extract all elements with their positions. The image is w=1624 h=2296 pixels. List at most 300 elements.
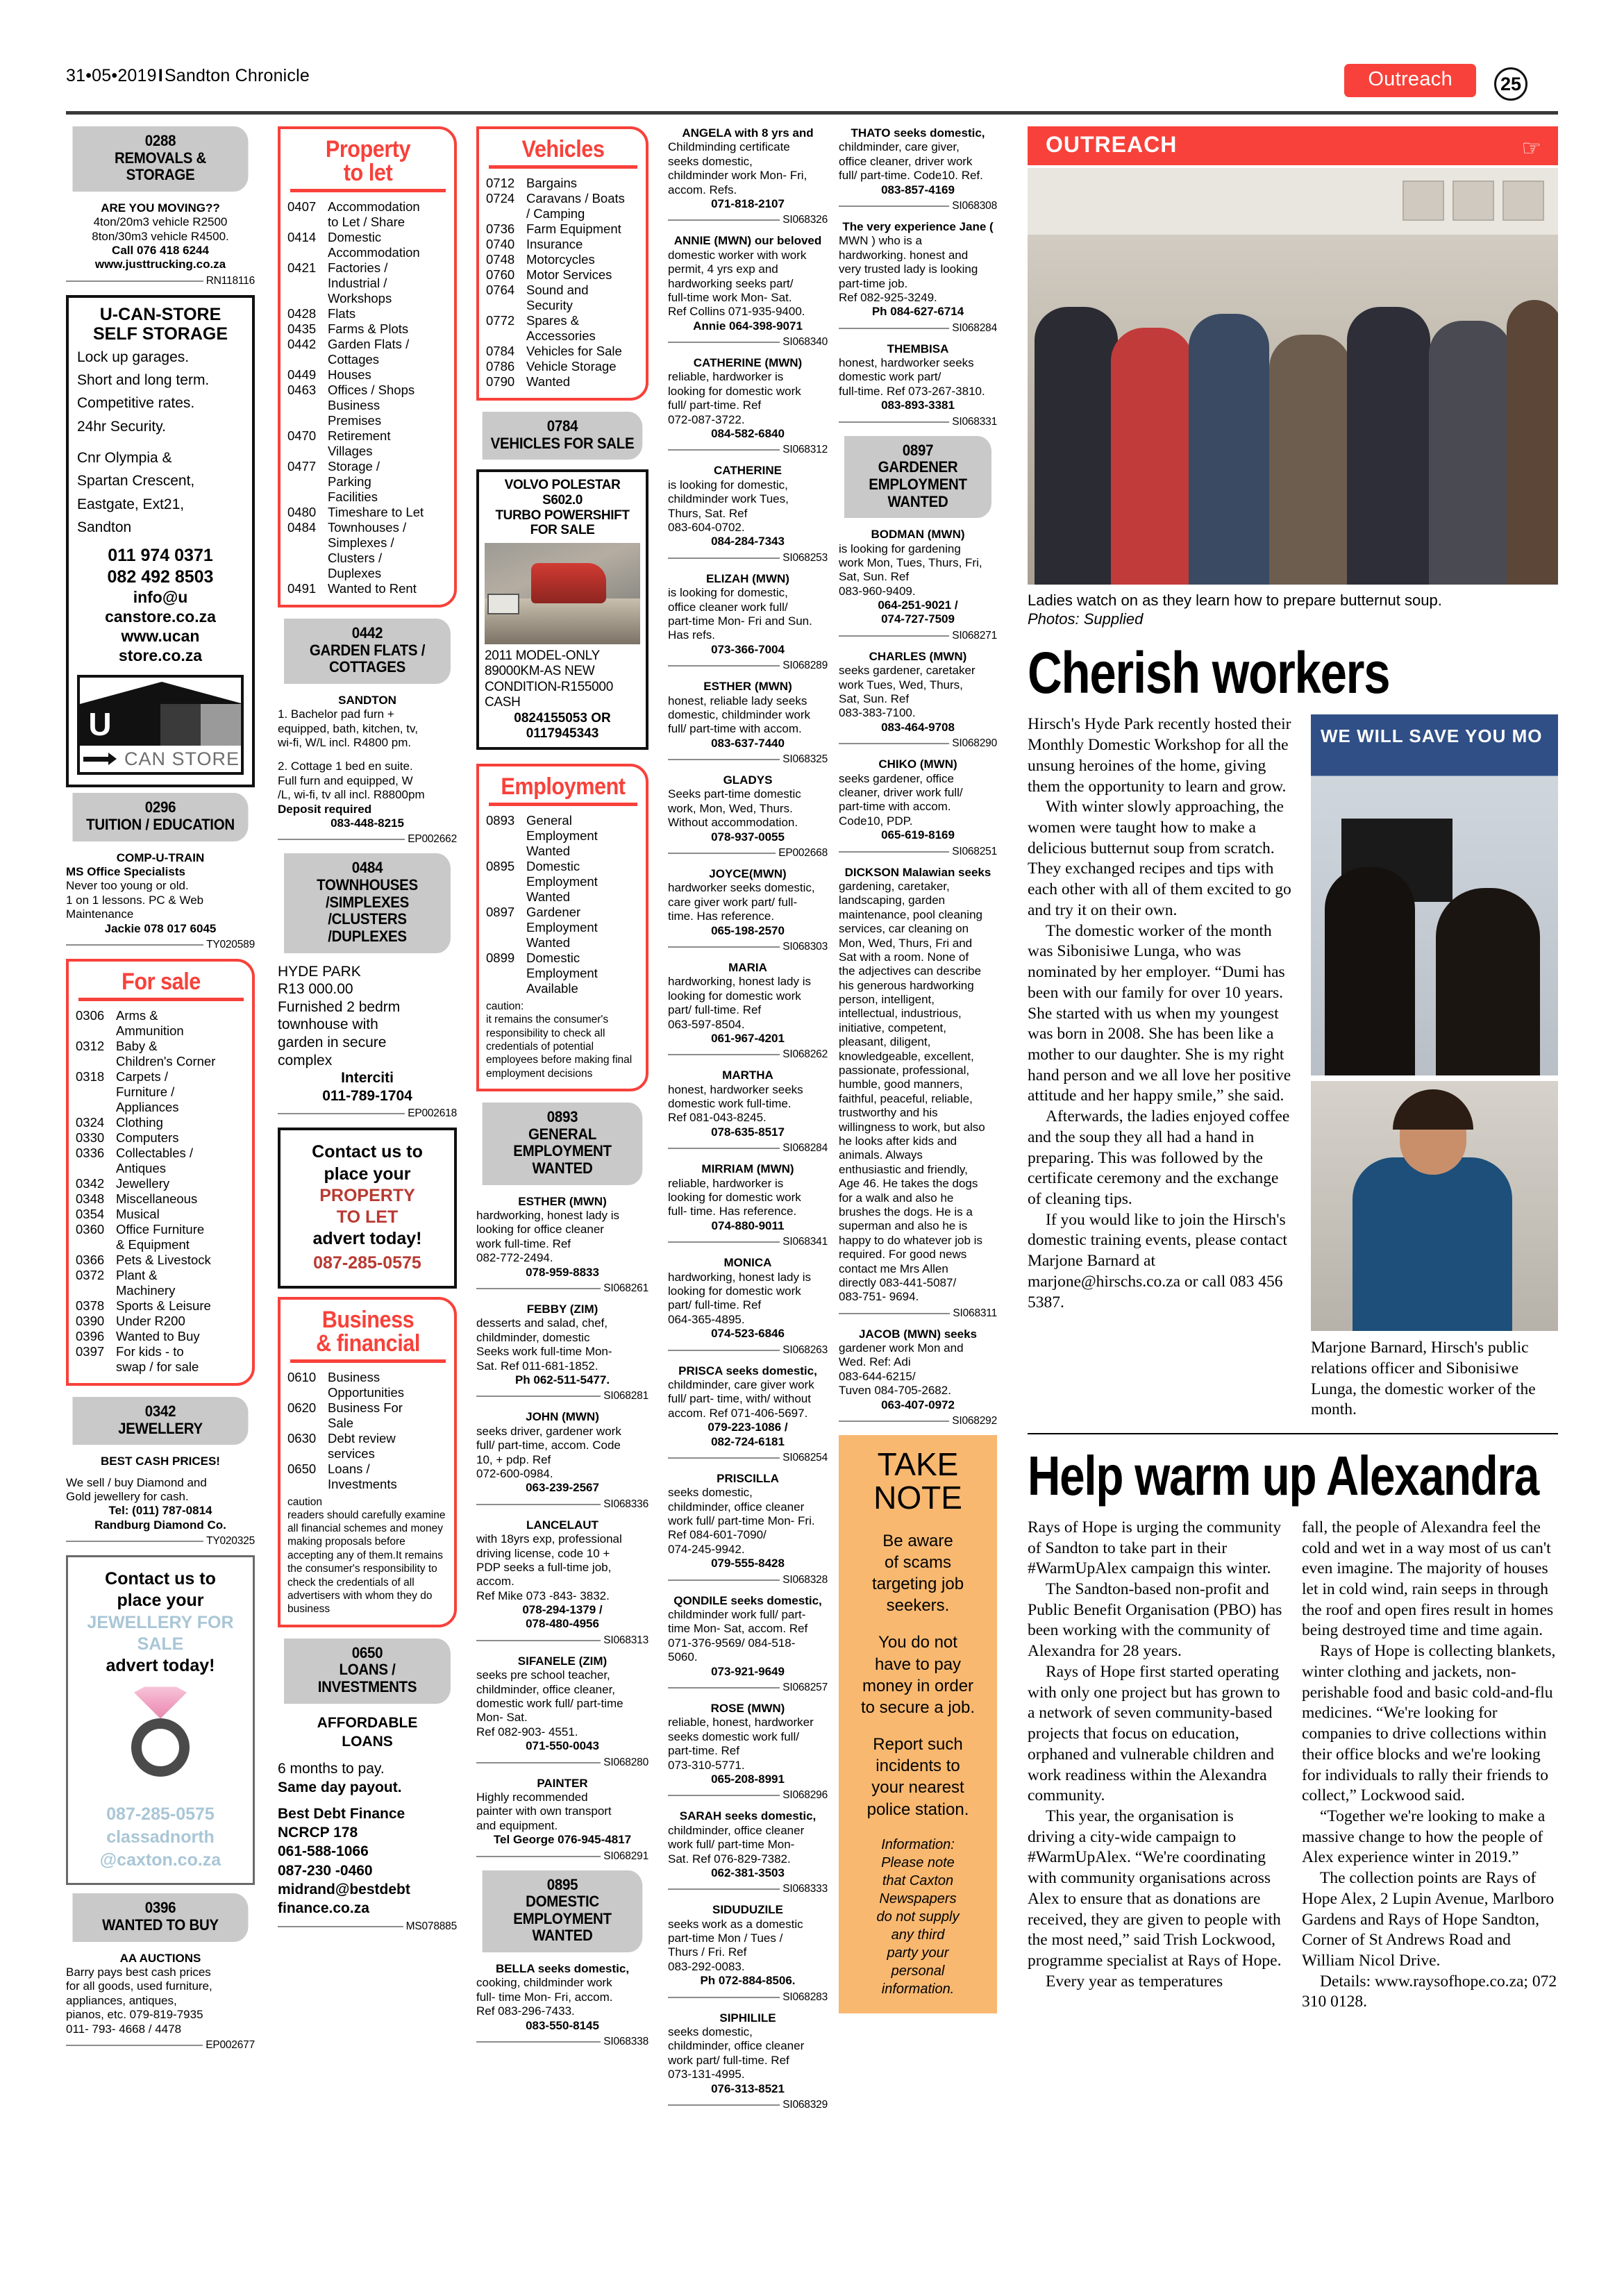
ad-email-part1: midrand@bestdebt <box>278 1881 410 1897</box>
code-number: 0428 <box>287 306 317 321</box>
code-label: Domestic Employment Wanted <box>526 859 598 905</box>
ad-ucan-store <box>66 295 255 788</box>
promo-property-advert[interactable] <box>278 1128 457 1288</box>
ad-advertiser-name: CATHERINE <box>714 464 782 478</box>
title-underline <box>290 189 446 192</box>
ad-phone: 065-198-2570 <box>711 923 785 937</box>
ad-phone: 074-523-6846 <box>711 1327 785 1341</box>
take-note-para2: You do not have to pay money in order to secure a job. <box>860 1633 976 1717</box>
ad-advertiser-name: MIRRIAM (MWN) <box>701 1162 794 1176</box>
classified-ad <box>668 464 828 548</box>
code-label: Accommodation to Let / Share <box>328 199 420 229</box>
ad-reference <box>839 322 997 334</box>
ad-list-gardener <box>839 528 997 1427</box>
classified-ad <box>839 650 997 735</box>
logo-block-dark <box>120 704 160 746</box>
page-number-badge: 25 <box>1494 67 1527 101</box>
classified-ad <box>668 680 828 751</box>
take-note-para3: Report such incidents to your nearest police station. <box>867 1735 969 1819</box>
article-divider <box>1028 1433 1558 1434</box>
classified-ad <box>839 342 997 413</box>
code-number: 0620 <box>287 1400 317 1415</box>
code-number: 0366 <box>76 1252 105 1267</box>
code-label: Gardener Employment Wanted <box>526 905 598 950</box>
logo-block-light <box>201 704 241 746</box>
ref-code: SI068257 <box>780 1682 828 1694</box>
arrow-right-icon <box>80 753 120 765</box>
ad-email-part2: finance.co.za <box>278 1900 369 1917</box>
ad-headline: AA AUCTIONS <box>119 1951 201 1965</box>
promo-jewellery-advert[interactable] <box>66 1555 255 1885</box>
code-list-vehicles <box>486 176 640 389</box>
title-underline <box>489 803 637 806</box>
people-group <box>1028 258 1558 585</box>
classified-ad <box>476 1410 648 1495</box>
ad-subhead: MS Office Specialists <box>66 865 185 879</box>
ad-advertiser-name: PRISCILLA <box>717 1471 779 1485</box>
article-paragraph: Afterwards, the ladies enjoyed coffee and the soup they all had a hand in preparing. This was followed by the certificate ceremony and the exchange of cleaning tips. <box>1028 1107 1290 1208</box>
ref-code: SI068328 <box>780 1574 828 1586</box>
code-label: Sports & Leisure <box>116 1298 211 1313</box>
code-row <box>486 237 640 252</box>
code-label: Baby & Children's Corner <box>116 1038 216 1069</box>
ad-headline: COMP-U-TRAIN <box>116 850 205 864</box>
ad-line: /L, wi-fi, tv all incl. R8800pm <box>278 788 425 802</box>
ad-list-col4 <box>668 126 828 2111</box>
ad-phone: Tel George 076-945-4817 <box>493 1833 632 1847</box>
promo-line3: advert today! <box>106 1656 215 1676</box>
code-label: Storage / Parking Facilities <box>328 459 380 504</box>
ad-reference <box>476 1282 648 1294</box>
promo-phone[interactable]: 087-285-0575 <box>313 1252 421 1273</box>
ref-code: SI068303 <box>780 941 828 953</box>
ad-phone: 063-239-2567 <box>526 1481 599 1495</box>
ad-advertiser-name: CHARLES (MWN) <box>869 649 967 663</box>
ad-phone: 074-880-9011 <box>711 1218 785 1232</box>
code-number: 0348 <box>76 1191 105 1206</box>
ad-advertiser-name: ANNIE (MWN) our beloved <box>673 234 822 248</box>
ad-hyde-park <box>278 963 457 1105</box>
code-row <box>76 1191 246 1207</box>
category-code: 0897 <box>902 441 934 459</box>
code-row <box>287 520 449 581</box>
ad-phone: 078-294-1379 / 078-480-4956 <box>522 1603 603 1631</box>
vehicle-photo <box>485 543 640 644</box>
ad-phone: 084-582-6840 <box>711 427 785 441</box>
ad-reference <box>66 275 255 287</box>
category-box-title: Vehicles <box>521 136 605 162</box>
ad-detail-line: CASH <box>485 695 521 710</box>
ad-body: honest, hardworker seeks domestic work full-time. Ref 081-043-8245. <box>668 1082 803 1125</box>
ref-code: SI068341 <box>780 1236 828 1248</box>
classified-ad <box>668 1162 828 1233</box>
code-label: Loans / Investments <box>328 1461 397 1491</box>
ad-body: childminder work full/ part- time Mon- Sat, accom. Ref 071-376-9569/ 084-518- 5060. <box>668 1608 808 1664</box>
classified-ad <box>668 234 828 333</box>
ad-line: for all goods, used furniture, <box>66 1979 212 1993</box>
ad-detail-line: 2011 MODEL-ONLY <box>485 648 600 663</box>
ad-line: wi-fi, W/L incl. R4800 pm. <box>278 736 412 750</box>
ad-line: 1. Bachelor pad furn + <box>278 707 394 721</box>
portrait-photo <box>1311 1081 1558 1331</box>
ad-reference <box>476 1757 648 1768</box>
publication-name: Sandton Chronicle <box>164 66 310 85</box>
ref-code: SI068289 <box>780 660 828 672</box>
category-title: VEHICLES FOR SALE <box>490 434 635 452</box>
article-paragraph: Every year as temperatures <box>1046 1972 1223 1991</box>
classified-column-2 <box>278 126 457 1941</box>
logo-letter-u: U <box>80 704 120 746</box>
workshop-photo <box>1311 714 1558 1075</box>
ad-title-line2: SELF STORAGE <box>92 324 228 344</box>
ad-reference <box>668 2099 828 2111</box>
code-row <box>486 359 640 374</box>
code-row <box>486 313 640 344</box>
code-number: 0899 <box>486 950 515 966</box>
ad-title-line2: TURBO POWERSHIFT <box>495 508 630 523</box>
code-label: Bargains <box>526 176 578 190</box>
ad-phone: 071-550-0043 <box>526 1739 599 1753</box>
ad-body: gardener work Mon and Wed. Ref: Adi 083-644-6215/ Tuven 084-705-2682. <box>839 1341 964 1398</box>
code-label: General Employment Wanted <box>526 813 598 859</box>
ad-sandton-cottage <box>278 694 457 831</box>
code-number: 0360 <box>76 1221 105 1237</box>
code-label: Jewellery <box>116 1175 170 1191</box>
ad-phone: 083-448-8215 <box>330 816 404 830</box>
ref-code: SI068329 <box>780 2099 828 2111</box>
ad-reference <box>668 1048 828 1060</box>
code-number: 0724 <box>486 191 515 206</box>
ad-phone: 011-789-1704 <box>322 1087 412 1104</box>
code-number: 0764 <box>486 283 515 297</box>
ref-code: SI068296 <box>780 1789 828 1802</box>
code-number: 0650 <box>287 1461 317 1476</box>
outreach-banner <box>1028 126 1558 165</box>
ad-reference <box>668 1142 828 1154</box>
ad-advertiser-name: MARIA <box>728 960 767 974</box>
ad-advertiser-name: JOYCE(MWN) <box>709 867 787 881</box>
code-row <box>76 1268 246 1298</box>
ad-line: townhouse with <box>278 1016 378 1033</box>
ref-code: RN118116 <box>203 275 255 287</box>
issue-date: 31•05•2019 <box>66 66 157 85</box>
code-label: Miscellaneous <box>116 1191 198 1206</box>
classified-ad <box>839 757 997 842</box>
promo-phone[interactable]: 087-285-0575 <box>106 1804 215 1825</box>
code-number: 0342 <box>76 1175 105 1191</box>
ad-comp-u-train <box>66 851 255 936</box>
code-number: 0312 <box>76 1038 105 1053</box>
ad-phone: Ph 072-884-8506. <box>700 1974 796 1988</box>
code-number: 0630 <box>287 1430 317 1446</box>
ad-advertiser-name: DICKSON Malawian seeks <box>844 865 991 879</box>
ad-line: Furnished 2 bedrm <box>278 998 401 1015</box>
ad-body: gardening, caretaker, landscaping, garden maintenance, pool cleaning services, car cleaning on Mon, Wed, Thurs, Fri and Sat with a room. None of the adjectives can describe his generous hardworking person, intelligent, intellectual, industrious, initiative, competent, pleasant, diligent, knowledgeable, excellent, passionate, professional, humble, good manners, faithful, peaceful, reliable, trustworthy and his willingness to work, but also he looks after kids and animals. Always enthusiastic and friendly, Age 46. He takes the dogs for a walk and also he brushes the dogs. He is a superman and also he is happy to do whatever job is required. For good news contact me Mrs Allen directly 083-441-5087/ 083-751- 9694. <box>839 879 985 1304</box>
masthead-divider: I <box>158 66 163 85</box>
ad-reference <box>668 941 828 953</box>
category-head-vehicles-for-sale <box>483 412 643 460</box>
ad-phone: 078-937-0055 <box>711 830 785 844</box>
ad-advertiser-name: The very experience Jane ( <box>842 219 994 233</box>
roof-shape-icon <box>80 682 244 704</box>
code-label: Carpets / Furniture / Appliances <box>116 1069 179 1114</box>
ad-reference <box>668 1574 828 1586</box>
code-label: Garden Flats / Cottages <box>328 337 410 367</box>
ad-advertiser-name: BODMAN (MWN) <box>871 528 965 542</box>
code-row <box>76 1252 246 1268</box>
ad-detail-line: 89000KM-AS NEW <box>485 664 595 679</box>
ad-advertiser-name: MONICA <box>723 1256 772 1270</box>
classified-ad <box>476 1302 648 1387</box>
article-paragraph: The domestic worker of the month was Sibonisiwe Lunga, who was nominated by her employer. “Dumi has been with our family for over 10 years. She started with us when my youngest was born in 2008. She has been like a mother to our daughter. She is my right hand person and we all love her positive attitude and her happy smile,” she said. <box>1028 921 1291 1105</box>
ad-body: seeks domestic, childminder, office cleaner work part/ full-time. Ref 073-131-4995. <box>668 2025 805 2081</box>
code-label: Vehicle Storage <box>526 359 617 374</box>
category-box-property-to-let <box>278 126 457 607</box>
ref-code: SI068311 <box>950 1307 997 1320</box>
code-row <box>287 1431 449 1461</box>
ad-phone2: 087-230 -0460 <box>278 1862 373 1879</box>
ad-line: pianos, etc. 079-819-7935 <box>66 2008 203 2022</box>
promo-email-part2[interactable]: @caxton.co.za <box>99 1850 221 1870</box>
ad-reference <box>668 1789 828 1801</box>
ad-reference <box>278 1920 457 1932</box>
ad-advertiser-name: ROSE (MWN) <box>710 1701 785 1715</box>
code-number: 0786 <box>486 359 515 374</box>
code-label: Plant & Machinery <box>116 1267 176 1298</box>
code-number: 0784 <box>486 344 515 358</box>
category-code: 0396 <box>144 1899 176 1917</box>
ad-phone: 061-967-4201 <box>711 1031 785 1045</box>
code-row <box>76 1207 246 1222</box>
promo-email-part1[interactable]: classadnorth <box>106 1827 215 1847</box>
article-paragraph: This year, the organisation is driving a city-wide campaign to #WarmUpAlex. “We're coordinating with community organisations across Alex to ensure that as donations are received, they are given to people with the most need,” said Trish Lockwood, programme specialist at Rays of Hope. <box>1028 1807 1282 1970</box>
caution-body: readers should carefully examine all financial schemes and money making proposals before accepting any of them.It remains the consumer's responsibility to check the credentials of all advertisers with whom they do business <box>287 1509 446 1616</box>
article-headline-1: Cherish workers <box>1028 639 1390 705</box>
ref-code: SI068308 <box>949 200 997 212</box>
ad-phone: 076-313-8521 <box>711 2081 785 2095</box>
hero-caption <box>1028 592 1558 629</box>
ad-phone: 079-223-1086 / 082-724-6181 <box>708 1421 788 1448</box>
ad-reference <box>668 552 828 564</box>
caution-body: it remains the consumer's responsibility to check all credentials of potential employees before making final employment decisions <box>486 1014 633 1080</box>
ad-body: seeks gardener, caretaker work Tues, Wed, Thurs, Sat, Sun. Ref 083-383-7100. <box>839 664 976 720</box>
classified-ad <box>476 1518 648 1632</box>
ad-advertiser-name: ELIZAH (MWN) <box>706 571 789 585</box>
ad-body: reliable, hardworker is looking for domestic work full/ part-time. Ref 072-087-3722. <box>668 370 801 426</box>
ad-note: Deposit required <box>278 802 372 816</box>
code-number: 0442 <box>287 337 317 351</box>
ad-reference <box>668 444 828 455</box>
ad-email-part2: canstore.co.za <box>105 607 216 626</box>
ad-reference <box>476 1634 648 1646</box>
classified-ad <box>668 1702 828 1786</box>
ad-reference <box>839 1307 997 1319</box>
ad-reference <box>839 846 997 857</box>
ad-reference <box>668 1344 828 1356</box>
ref-code: SI068284 <box>949 322 997 335</box>
ad-reference <box>476 1498 648 1510</box>
ad-phone: 079-555-8428 <box>711 1557 785 1570</box>
code-row <box>76 1298 246 1314</box>
ad-company: Best Debt Finance <box>278 1805 405 1822</box>
code-number: 0736 <box>486 221 515 236</box>
ad-phone: Call 076 418 6244 <box>112 244 209 258</box>
ad-headline: HYDE PARK <box>278 963 361 980</box>
ad-phone: 078-959-8833 <box>526 1265 599 1279</box>
category-head-general-employment <box>483 1103 643 1185</box>
ad-volvo-polestar <box>476 469 648 750</box>
ref-code: SI068283 <box>780 1991 828 2004</box>
category-head-domestic-employment <box>483 1870 643 1953</box>
code-number: 0712 <box>486 176 515 190</box>
code-row <box>287 1370 449 1400</box>
code-row <box>76 1008 246 1039</box>
ad-line: Never too young or old. <box>66 879 189 893</box>
ad-phone: 011 974 0371 <box>108 546 213 566</box>
take-note-para1: Be aware of scams targeting job seekers. <box>871 1531 964 1616</box>
ad-reference <box>668 336 828 348</box>
ad-line: complex <box>278 1052 333 1069</box>
ad-advertiser-name: JACOB (MWN) seeks <box>858 1327 978 1341</box>
take-note-title: TAKE NOTE <box>873 1446 962 1516</box>
store-banner-text: WE WILL SAVE YOU MO <box>1321 726 1543 747</box>
classified-ad <box>476 1962 648 2033</box>
code-label: Computers <box>116 1130 179 1145</box>
code-number: 0893 <box>486 813 515 828</box>
ref-code: SI068254 <box>780 1452 828 1464</box>
classified-ad <box>668 1809 828 1880</box>
classified-ad <box>839 866 997 1305</box>
ad-phone: 083-893-3381 <box>881 399 955 412</box>
masthead <box>66 66 1558 86</box>
code-label: Retirement Villages <box>328 428 391 458</box>
article-1-columns <box>1028 714 1558 1420</box>
category-box-title: For sale <box>122 968 201 995</box>
ad-reference <box>668 1682 828 1693</box>
category-head-removals <box>73 126 249 192</box>
classified-ad <box>839 126 997 197</box>
ad-phone: Tel: (011) 787-0814 <box>108 1504 212 1518</box>
code-label: For kids - to swap / for sale <box>116 1343 199 1374</box>
code-list-property <box>287 199 449 596</box>
article-1-photos <box>1311 714 1558 1420</box>
code-number: 0378 <box>76 1298 105 1313</box>
ad-phone: 083-637-7440 <box>711 736 785 750</box>
ad-reference <box>839 416 997 428</box>
ad-body: seeks driver, gardener work full/ part-time, accom. Code 10, + pdp. Ref 072-600-0984. <box>476 1424 621 1480</box>
ad-phone: 083-550-8145 <box>526 2018 599 2032</box>
category-head-jewellery <box>73 1397 249 1445</box>
code-row <box>287 260 449 306</box>
code-label: Caravans / Boats / Camping <box>526 191 625 221</box>
banner-label: OUTREACH <box>1046 132 1178 157</box>
ad-line: Barry pays best cash prices <box>66 1966 211 1979</box>
hero-photo <box>1028 168 1558 585</box>
ad-reference <box>668 1991 828 2003</box>
ad-phone: 065-208-8991 <box>711 1772 785 1786</box>
ref-code: SI068331 <box>949 416 997 428</box>
ad-address-line: Cnr Olympia & <box>77 450 172 467</box>
article-paragraph: With winter slowly approaching, the women were taught how to make a delicious butternut soup from scratch. They exchanged recipes and tips with each other with all of them excited to go and try it on their own. <box>1028 798 1291 919</box>
code-row <box>287 199 449 230</box>
classified-column-1 <box>66 126 255 2059</box>
ad-body: hardworking, honest lady is looking for office cleaner work full-time. Ref 082-772-2494. <box>476 1209 620 1265</box>
ad-justtrucking <box>66 201 255 272</box>
ad-phone: 064-251-9021 / 074-727-7509 <box>878 598 958 626</box>
ad-body: Highly recommended painter with own transport and equipment. <box>476 1790 612 1832</box>
title-underline <box>78 998 244 1001</box>
ad-phone: Ph 084-627-6714 <box>871 305 964 319</box>
ad-reference <box>668 1236 828 1248</box>
ad-body: reliable, hardworker is looking for domestic work full- time. Has reference. <box>668 1176 801 1218</box>
ad-advertiser-name: FEBBY (ZIM) <box>526 1302 598 1316</box>
ad-phone: 065-619-8169 <box>881 828 955 842</box>
category-head-loans <box>284 1639 451 1704</box>
photo-credit: Photos: Supplied <box>1028 610 1144 628</box>
code-number: 0396 <box>76 1328 105 1343</box>
ad-headline: BEST CASH PRICES! <box>101 1455 220 1468</box>
ad-phone1: 061-588-1066 <box>278 1843 369 1860</box>
code-number: 0336 <box>76 1145 105 1160</box>
ad-body: childminder, office cleaner work full/ part-time Mon- Sat. Ref 076-829-7382. <box>668 1823 805 1866</box>
ad-title-line1: U-CAN-STORE <box>99 304 221 324</box>
classified-ad <box>668 773 828 844</box>
ad-randburg-diamond <box>66 1455 255 1532</box>
ad-reference <box>839 1415 997 1427</box>
code-row <box>287 505 449 520</box>
code-row <box>76 1222 246 1252</box>
ad-reference <box>668 1883 828 1895</box>
category-title: GARDEN FLATS / COTTAGES <box>309 641 426 676</box>
editorial-area <box>1028 126 1558 2013</box>
code-number: 0740 <box>486 237 515 251</box>
ad-body: childminder, care giver, office cleaner, driver work full/ part-time. Code10. Ref. <box>839 140 983 183</box>
ad-reference <box>668 753 828 765</box>
ref-code: SI068281 <box>601 1390 648 1402</box>
ad-list-domestic-employment <box>476 1962 648 2047</box>
ref-code: SI068263 <box>780 1344 828 1357</box>
ad-phone: 083-464-9708 <box>881 720 955 734</box>
caution-heading: caution <box>287 1495 322 1508</box>
ad-body: with 18yrs exp, professional driving license, code 10 + PDP seeks a full-time job, accom. Ref Mike 073 -843- 3832. <box>476 1532 622 1602</box>
ad-advertiser-name: JOHN (MWN) <box>526 1410 599 1424</box>
ad-line: garden in secure <box>278 1034 387 1050</box>
ad-reference <box>668 847 828 859</box>
ref-code: SI068312 <box>780 444 828 456</box>
code-number: 0372 <box>76 1267 105 1282</box>
code-label: Business Opportunities <box>328 1369 405 1400</box>
ref-code: SI068291 <box>601 1850 648 1863</box>
ad-line: 4ton/20m3 vehicle R2500 <box>93 215 228 229</box>
ad-phone: 063-407-0972 <box>881 1398 955 1411</box>
ad-registration: NCRCP 178 <box>278 1825 358 1841</box>
promo-line3: advert today! <box>312 1229 422 1249</box>
article-2-columns <box>1028 1518 1558 2013</box>
article-1-body <box>1028 714 1293 1313</box>
ad-address-line: Eastgate, Ext21, <box>77 496 185 512</box>
ad-reference <box>839 200 997 212</box>
title-underline <box>489 165 637 169</box>
code-row <box>486 374 640 389</box>
pointing-hand-icon: ☞ <box>1521 135 1541 160</box>
ad-line: Gold jewellery for cash. <box>66 1490 189 1504</box>
header-rule <box>66 111 1558 115</box>
ad-body-line: Competitive rates. <box>77 395 195 412</box>
category-code: 0784 <box>546 417 578 435</box>
article-2-text-column-right <box>1302 1518 1558 2013</box>
promo-line1: Contact us to <box>312 1142 423 1162</box>
code-row <box>287 321 449 337</box>
